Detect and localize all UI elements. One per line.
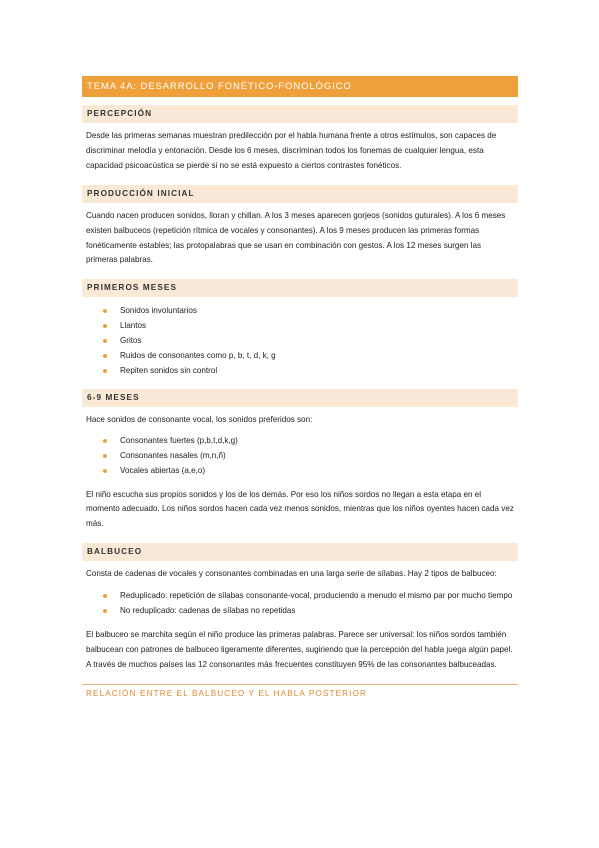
section-heading-produccion: PRODUCCIÓN INICIAL <box>82 185 518 203</box>
bullet-icon <box>103 354 107 358</box>
paragraph-produccion: Cuando nacen producen sonidos, lloran y chillan. A los 3 meses aparecen gorjeos (sonidos guturales). A los 6 meses existen balbuceos (repetición rítmica de vocales y consonantes). A los 9 meses producen las primeras formas fonéticamente estables; las protopalabras que se usan en combinación con gestos. A los 12 meses surgen las primeras palabras. <box>86 210 506 265</box>
section-heading-primeros-meses: PRIMEROS MESES <box>82 279 518 297</box>
list-item <box>103 464 518 479</box>
footer-divider <box>82 684 518 685</box>
paragraph-balbuceo: El balbuceo se marchita según el niño produce las primeras palabras. Parece ser universal: los niños sordos también balbucean con patrones de balbuceo ligeramente diferentes, sugiriendo que la percepción del habla juega algún papel. A través de muchos países las 12 consonantes más frecuentes constituyen 95% de las consonantes balbuceadas. <box>86 629 513 669</box>
list-item-text: Reduplicado: repetición de sílabas consonante-vocal, produciendo a menudo el mismo par por mucho tiempo <box>120 591 513 601</box>
section-heading-6-9-meses: 6-9 MESES <box>82 389 518 407</box>
list-item-text: Consonantes fuertes (p,b,t,d,k,g) <box>120 435 238 445</box>
bullet-icon <box>103 594 107 598</box>
document-title: TEMA 4A: DESARROLLO FONÉTICO-FONOLÓGICO <box>82 76 518 97</box>
list-item-text: Consonantes nasales (m,n,ñ) <box>120 450 226 460</box>
list-item-text: Vocales abiertas (a,e,o) <box>120 465 206 475</box>
bullet-icon <box>103 309 107 313</box>
list-item-text: Gritos <box>120 336 142 346</box>
list-item <box>103 349 518 364</box>
bullet-icon <box>103 439 107 443</box>
bullet-icon <box>103 369 107 373</box>
bullet-icon <box>103 324 107 328</box>
bullet-icon <box>103 609 107 613</box>
bullet-icon <box>103 469 107 473</box>
paragraph-6-9-meses: El niño escucha sus propios sonidos y los de los demás. Por eso los niños sordos no llegan a esta etapa en el momento adecuado. Los niños sordos hacen cada vez menos sonidos, mientras que los niños oyentes hacen cada vez más. <box>86 489 514 529</box>
paragraph-balbuceo-intro: Consta de cadenas de vocales y consonantes combinadas en una larga serie de sílabas. Hay 2 tipos de balbuceo: <box>86 569 497 579</box>
document-content <box>82 76 518 701</box>
section-heading-percepcion: PERCEPCIÓN <box>82 105 518 123</box>
list-item <box>103 449 518 464</box>
list-primeros-meses <box>82 304 518 379</box>
list-item <box>103 604 518 619</box>
list-item <box>103 589 518 604</box>
list-item <box>103 334 518 349</box>
bullet-icon <box>103 454 107 458</box>
list-item-text: Ruidos de consonantes como p, b, t, d, k, g <box>120 351 276 361</box>
list-item-text: Sonidos involuntarios <box>120 306 197 316</box>
list-item-text: No reduplicado: cadenas de sílabas no repetidas <box>120 606 296 616</box>
list-balbuceo <box>82 589 518 619</box>
list-item-text: Llantos <box>120 321 147 331</box>
bullet-icon <box>103 339 107 343</box>
list-item <box>103 304 518 319</box>
footer-heading: RELACIÓN ENTRE EL BALBUCEO Y EL HABLA POSTERIOR <box>86 688 368 698</box>
paragraph-6-9-intro: Hace sonidos de consonante vocal, los sonidos preferidos son: <box>86 414 313 424</box>
paragraph-percepcion: Desde las primeras semanas muestran predilección por el habla humana frente a otros estímulos, son capaces de discriminar melodía y entonación. Desde los 6 meses, discriminan todos los fonemas de cualquier lengua, esta capacidad psicoacústica se pierde si no se está expuesto a ciertos contrastes fonéticos. <box>86 131 497 170</box>
list-item <box>103 434 518 449</box>
list-item <box>103 364 518 379</box>
section-heading-balbuceo: BALBUCEO <box>82 543 518 561</box>
list-item-text: Repiten sonidos sin control <box>120 365 218 375</box>
list-6-9-meses <box>82 434 518 479</box>
list-item <box>103 319 518 334</box>
